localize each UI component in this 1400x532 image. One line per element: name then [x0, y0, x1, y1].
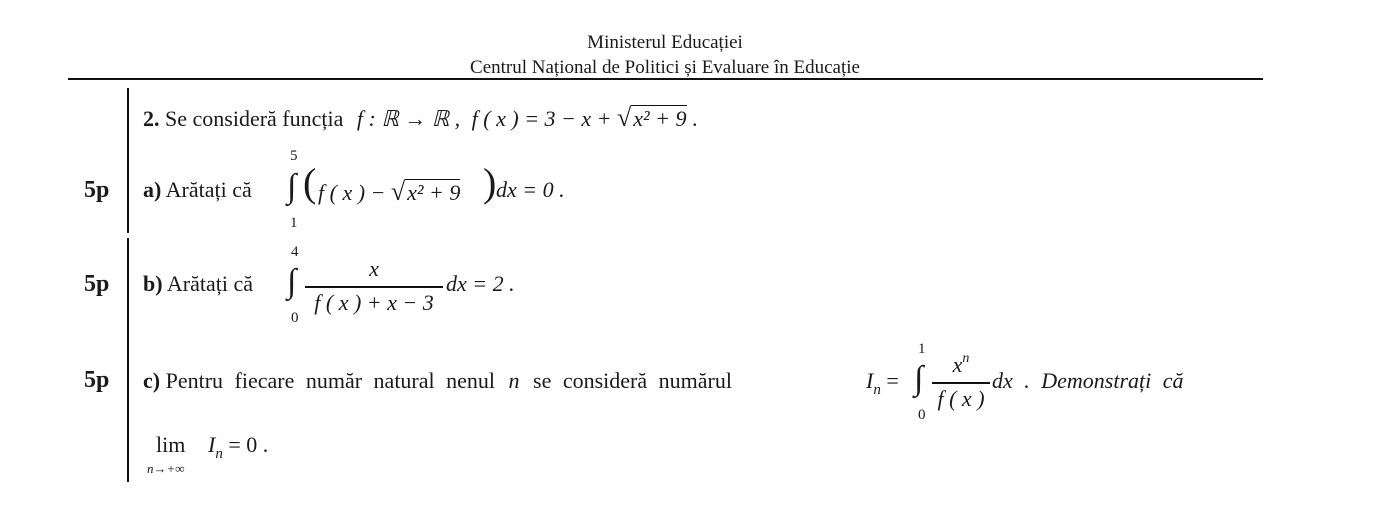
margin-bar-top [127, 88, 129, 233]
problem-statement [143, 103, 698, 133]
limit-result: = 0 . [228, 432, 269, 457]
part-a-lower-limit: 1 [290, 215, 298, 231]
part-b-label: b) [143, 271, 163, 296]
part-a-tail: dx = 0 . [496, 177, 565, 202]
problem-number: 2. [143, 106, 160, 131]
part-b-tail: dx = 2 . [446, 271, 515, 296]
points-b: 5p [84, 271, 110, 297]
part-a-label: a) [143, 177, 162, 202]
integral-sign-b: ∫ [287, 263, 297, 300]
paren-open-a: ( [303, 160, 317, 205]
function-definition: f ( x ) = 3 − x + [471, 106, 612, 131]
points-a: 5p [84, 177, 110, 203]
part-c-text: Pentru fiecare număr natural nenul [165, 368, 496, 393]
sqrt-sign: √ [617, 103, 632, 132]
function-signature: f : ℝ → ℝ , [356, 106, 461, 131]
part-c-denominator: f ( x ) [937, 386, 985, 411]
limit-subscript: n→+∞ [147, 461, 185, 476]
header-center: Centrul Național de Politici și Evaluare în Educație [470, 57, 860, 78]
part-a-integrand-left: f ( x ) − [318, 180, 386, 205]
I-subscript: n [873, 382, 881, 398]
limit-expression [208, 432, 269, 462]
numerator-x: x [952, 352, 963, 377]
limit-I-subscript: n [215, 446, 223, 462]
part-a-integrand [318, 177, 460, 207]
part-b-upper-limit: 4 [291, 244, 299, 260]
part-c-upper-limit: 1 [918, 341, 926, 357]
part-c-var: n [508, 368, 520, 393]
I-symbol: I [866, 368, 874, 393]
integral-sign-c: ∫ [914, 360, 924, 397]
numerator-exponent: n [962, 351, 970, 366]
header-rule [68, 78, 1263, 80]
part-b [143, 271, 253, 297]
part-c-text2: se consideră numărul [533, 368, 732, 393]
limit-I: I [208, 432, 216, 457]
integral-sign-a: ∫ [287, 168, 297, 205]
equals-sign: = [886, 368, 899, 393]
part-c-tail: dx . Demonstrați că [992, 368, 1184, 393]
margin-bar-bottom [127, 238, 129, 482]
part-c-I-lhs [866, 368, 899, 398]
part-a-sqrt-arg: x² + 9 [407, 180, 461, 205]
part-a [143, 177, 252, 203]
part-c-numerator [932, 352, 990, 378]
header-ministry: Ministerul Educației [587, 32, 743, 53]
problem-intro: Se consideră funcția [165, 106, 344, 131]
part-c-label: c) [143, 368, 161, 393]
part-b-text: Arătați că [166, 271, 253, 296]
paren-close-a: ) [483, 160, 497, 205]
part-b-fraction-line [305, 286, 443, 288]
part-a-upper-limit: 5 [290, 148, 298, 164]
page-header [0, 30, 1330, 80]
part-c-lower-limit: 0 [918, 407, 926, 423]
points-c: 5p [84, 367, 110, 393]
part-a-text: Arătați că [165, 177, 252, 202]
statement-end: . [692, 106, 698, 131]
limit-word: lim [156, 432, 186, 457]
part-b-denominator: f ( x ) + x − 3 [314, 290, 434, 315]
part-c-fraction-line [932, 382, 990, 384]
part-b-lower-limit: 0 [291, 310, 299, 326]
part-c [143, 368, 732, 394]
part-b-numerator: x [369, 256, 379, 281]
sqrt-sign-a: √ [390, 177, 406, 206]
sqrt-argument: x² + 9 [633, 106, 687, 131]
